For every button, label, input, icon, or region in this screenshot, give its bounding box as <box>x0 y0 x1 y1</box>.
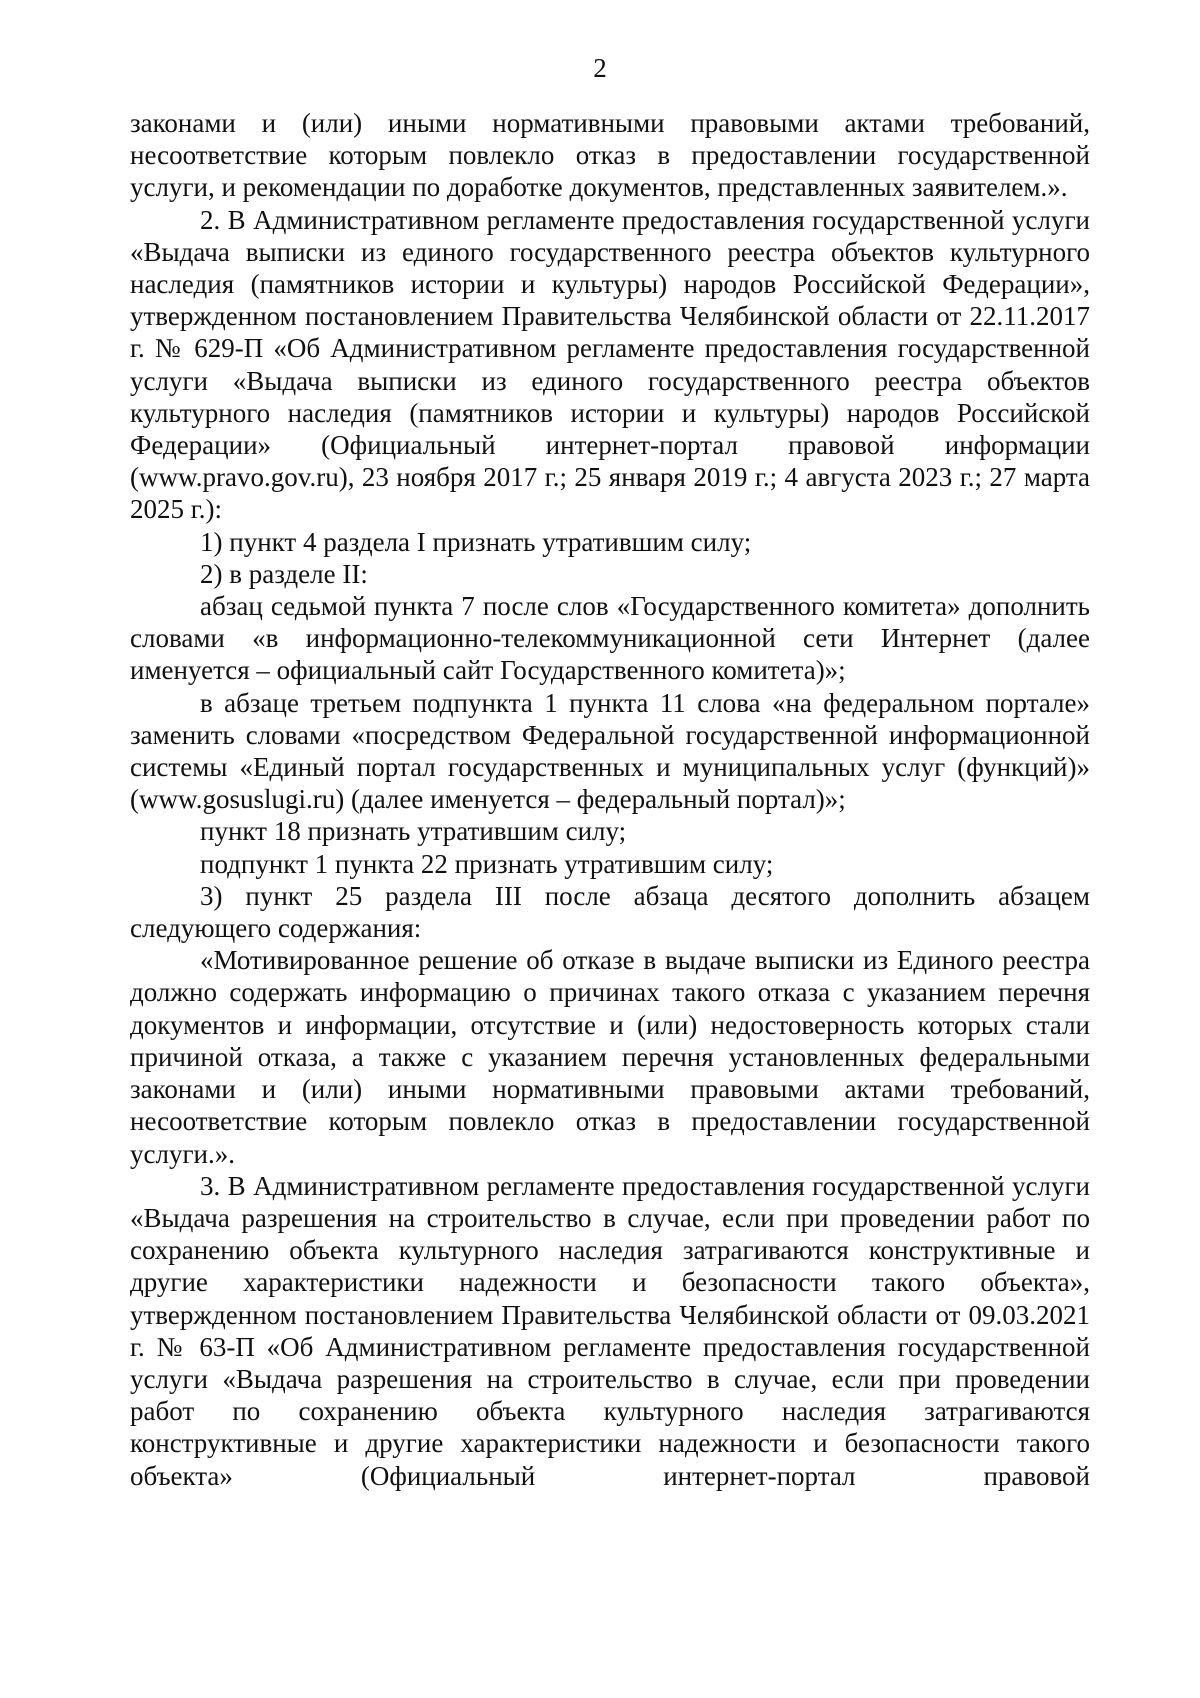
page-number: 2 <box>593 53 607 83</box>
paragraph-amendment-point-22: подпункт 1 пункта 22 признать утратившим силу; <box>200 848 774 879</box>
paragraph-amendment-point-11: в абзаце третьем подпункта 1 пункта 11 слова «на федеральном портале» заменить словами «посредством Федеральной государственной информационной системы «Единый портал государственных и муниципальных услуг (функций)» (www.gosuslugi.ru) (далее именуется – федеральный портал)»; <box>130 687 1090 815</box>
paragraph-subitem-1: 1) пункт 4 раздела I признать утратившим силу; <box>200 526 752 557</box>
paragraph-item-2: 2. В Административном регламенте предоставления государственной услуги «Выдача выписки из единого государственного реестра объектов культурного наследия (памятников истории и культуры) народов Российской Федерации», утвержденном постановлением Правительства Челябинской области от 22.11.2017 г. № 629-П «Об Административном регламенте предоставления государственной услуги «Выдача выписки из единого государственного реестра объектов культурного наследия (памятников истории и культуры) народов Российской Федерации» (Официальный интернет-портал правовой информации (www.pravo.gov.ru), 23 ноября 2017 г.; 25 января 2019 г.; 4 августа 2023 г.; 27 марта 2025 г.): <box>130 204 1090 525</box>
document-body <box>130 107 1090 1492</box>
paragraph-subitem-3: 3) пункт 25 раздела III после абзаца десятого дополнить абзацем следующего содержания: <box>130 880 1090 944</box>
paragraph-amendment-point-7: абзац седьмой пункта 7 после слов «Государственного комитета» дополнить словами «в информационно-телекоммуникационной сети Интернет (далее именуется – официальный сайт Государственного комитета)»; <box>130 591 1090 686</box>
paragraph-continuation: законами и (или) иными нормативными правовыми актами требований, несоответствие которым повлекло отказ в предоставлении государственной услуги, и рекомендации по доработке документов, представленных заявителем.». <box>130 108 1090 203</box>
paragraph-quoted-text: «Мотивированное решение об отказе в выдаче выписки из Единого реестра должно содержать информацию о причинах такого отказа с указанием перечня документов и информации, отсутствие и (или) недостоверность которых стали причиной отказа, а также с указанием перечня установленных федеральными законами и (или) иными нормативными правовыми актами требований, несоответствие которым повлекло отказ в предоставлении государственной услуги.». <box>130 945 1090 1169</box>
paragraph-subitem-2: 2) в разделе II: <box>200 558 368 589</box>
paragraph-amendment-point-18: пункт 18 признать утратившим силу; <box>200 816 627 847</box>
paragraph-item-3: 3. В Административном регламенте предоставления государственной услуги «Выдача разрешения на строительство в случае, если при проведении работ по сохранению объекта культурного наследия затрагиваются конструктивные и другие характеристики надежности и безопасности такого объекта», утвержденном постановлением Правительства Челябинской области от 09.03.2021 г. № 63-П «Об Административном регламенте предоставления государственной услуги «Выдача разрешения на строительство в случае, если при проведении работ по сохранению объекта культурного наследия затрагиваются конструктивные и другие характеристики надежности и безопасности такого объекта» (Официальный интернет-портал правовой <box>130 1170 1090 1491</box>
